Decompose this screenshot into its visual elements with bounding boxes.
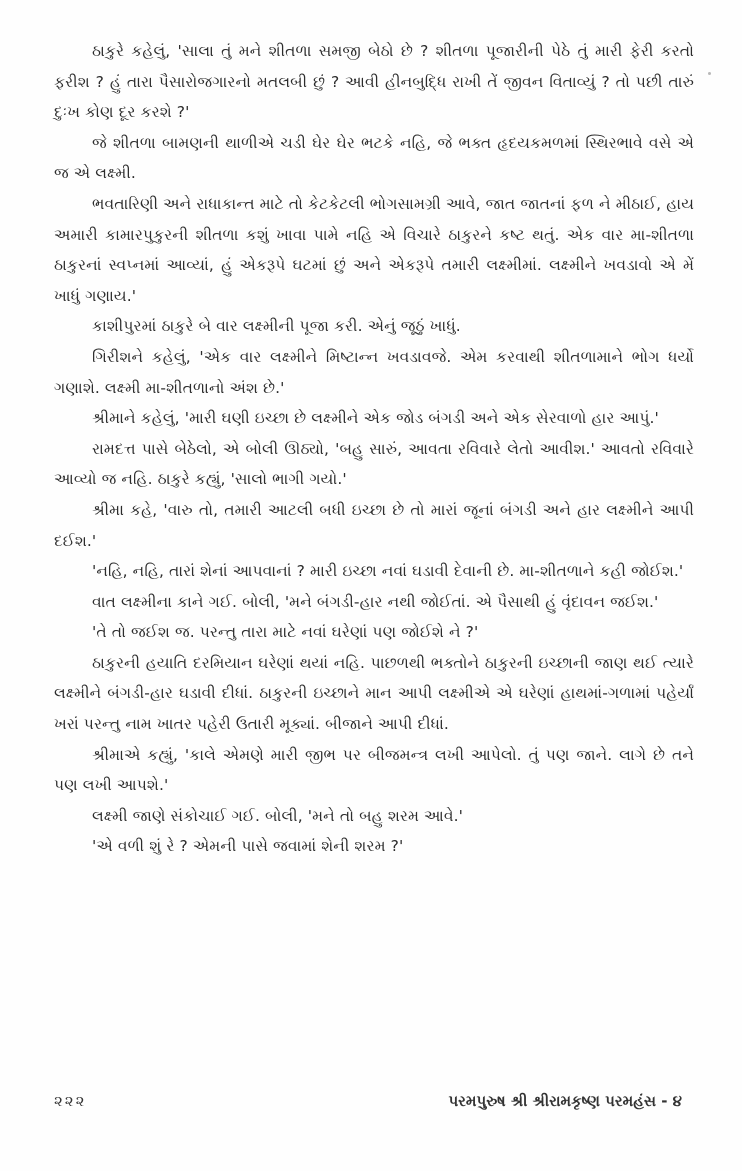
paragraph: ઠાકુરની હયાતિ દરમિયાન ઘરેણાં થયાં નહિ. પાછળથી ભક્તોને ઠાકુરની ઇચ્છાની જાણ થઈ ત્યારે લક્ષ્મીને બંગડી-હાર ઘડાવી દીધાં. ઠાકુરની ઇચ્છાને માન આપી લક્ષ્મીએ એ ઘરેણાં હાથમાં-ગળામાં પહેર્યાં ખરાં પરન્તુ નામ ખાતર પહેરી ઉતારી મૂક્યાં. બીજાને આપી દીધાં. (54, 653, 694, 734)
scan-speck (708, 72, 711, 75)
paragraph: ઠાકુરે કહેલું, 'સાલા તું મને શીતળા સમજી બેઠો છે ? શીતળા પૂજારીની પેઠે તું મારી ફેરી કરતો ફરીશ ? હું તારા પૈસારોજગારનો મતલબી છું ? આવી હીનબુદ્ધિ રાખી તેં જીવન વિતાવ્યું ? તો પછી તારું દુઃખ કોણ દૂર કરશે ?' (54, 42, 694, 122)
paragraph: શ્રીમાએ કહ્યું, 'કાલે એમણે મારી જીભ પર બીજમન્ત્ર લખી આપેલો. તું પણ જાને. લાગે છે તને પણ લખી આપશે.' (54, 745, 694, 795)
running-title: પરમપુરુષ શ્રી શ્રીરામકૃષ્ણ પરમહંસ - ૪ (448, 1092, 682, 1110)
paragraph: રામદત્ત પાસે બેઠેલો, એ બોલી ઊઠ્યો, 'બહુ સારું, આવતા રવિવારે લેતો આવીશ.' આવતો રવિવારે આવ્યો જ નહિ. ઠાકુરે કહ્યું, 'સાલો ભાગી ગયો.' (54, 439, 694, 489)
page-body (54, 36, 694, 862)
paragraph: જે શીતળા બામણની થાળીએ ચડી ઘેર ઘેર ભટકે નહિ, જે ભક્ત હૃદયકમળમાં સ્થિરભાવે વસે એ જ એ લક્ષ્મી. (54, 133, 694, 183)
paragraph: શ્રીમાને કહેલું, 'મારી ઘણી ઇચ્છા છે લક્ષ્મીને એક જોડ બંગડી અને એક સેરવાળો હાર આપું.' (92, 409, 659, 428)
page-number: ૨૨૨ (54, 1092, 87, 1110)
paragraph: શ્રીમા કહે, 'વારુ તો, તમારી આટલી બધી ઇચ્છા છે તો મારાં જૂનાં બંગડી અને હાર લક્ષ્મીને આપી દઈશ.' (54, 500, 694, 550)
paragraph: 'તે તો જઈશ જ. પરન્તુ તારા માટે નવાં ઘરેણાં પણ જોઈશે ને ?' (92, 623, 479, 642)
paragraph: કાશીપુરમાં ઠાકુરે બે વાર લક્ષ્મીની પૂજા કરી. એનું જૂઠું ખાધું. (92, 317, 461, 336)
paragraph: લક્ષ્મી જાણે સંકોચાઈ ગઈ. બોલી, 'મને તો બહુ શરમ આવે.' (92, 806, 464, 825)
paragraph: 'એ વળી શું રે ? એમની પાસે જવામાં શેની શરમ ?' (92, 837, 404, 856)
paragraph: ગિરીશને કહેલું, 'એક વાર લક્ષ્મીને મિષ્ટાન્ન ખવડાવજે. એમ કરવાથી શીતળામાને ભોગ ધર્યો ગણાશે. લક્ષ્મી મા-શીતળાનો અંશ છે.' (54, 347, 694, 397)
paragraph: 'નહિ, નહિ, તારાં શેનાં આપવાનાં ? મારી ઇચ્છા નવાં ઘડાવી દેવાની છે. મા-શીતળાને કહી જોઈશ.' (92, 562, 684, 581)
paragraph: ભવતારિણી અને રાધાકાન્ત માટે તો કેટકેટલી ભોગસામગ્રી આવે, જાત જાતનાં ફળ ને મીઠાઈ, હાય અમારી કામારપુકુરની શીતળા કશું ખાવા પામે નહિ એ વિચારે ઠાકુરને કષ્ટ થતું. એક વાર મા-શીતળા ઠાકુરનાં સ્વપ્નમાં આવ્યાં, હું એકરૂપે ઘટમાં છું અને એકરૂપે તમારી લક્ષ્મીમાં. લક્ષ્મીને ખવડાવો એ મેં ખાધું ગણાય.' (54, 194, 694, 305)
paragraph: વાત લક્ષ્મીના કાને ગઈ. બોલી, 'મને બંગડી-હાર નથી જોઈતાં. એ પૈસાથી હું વૃંદાવન જઈશ.' (92, 592, 659, 611)
